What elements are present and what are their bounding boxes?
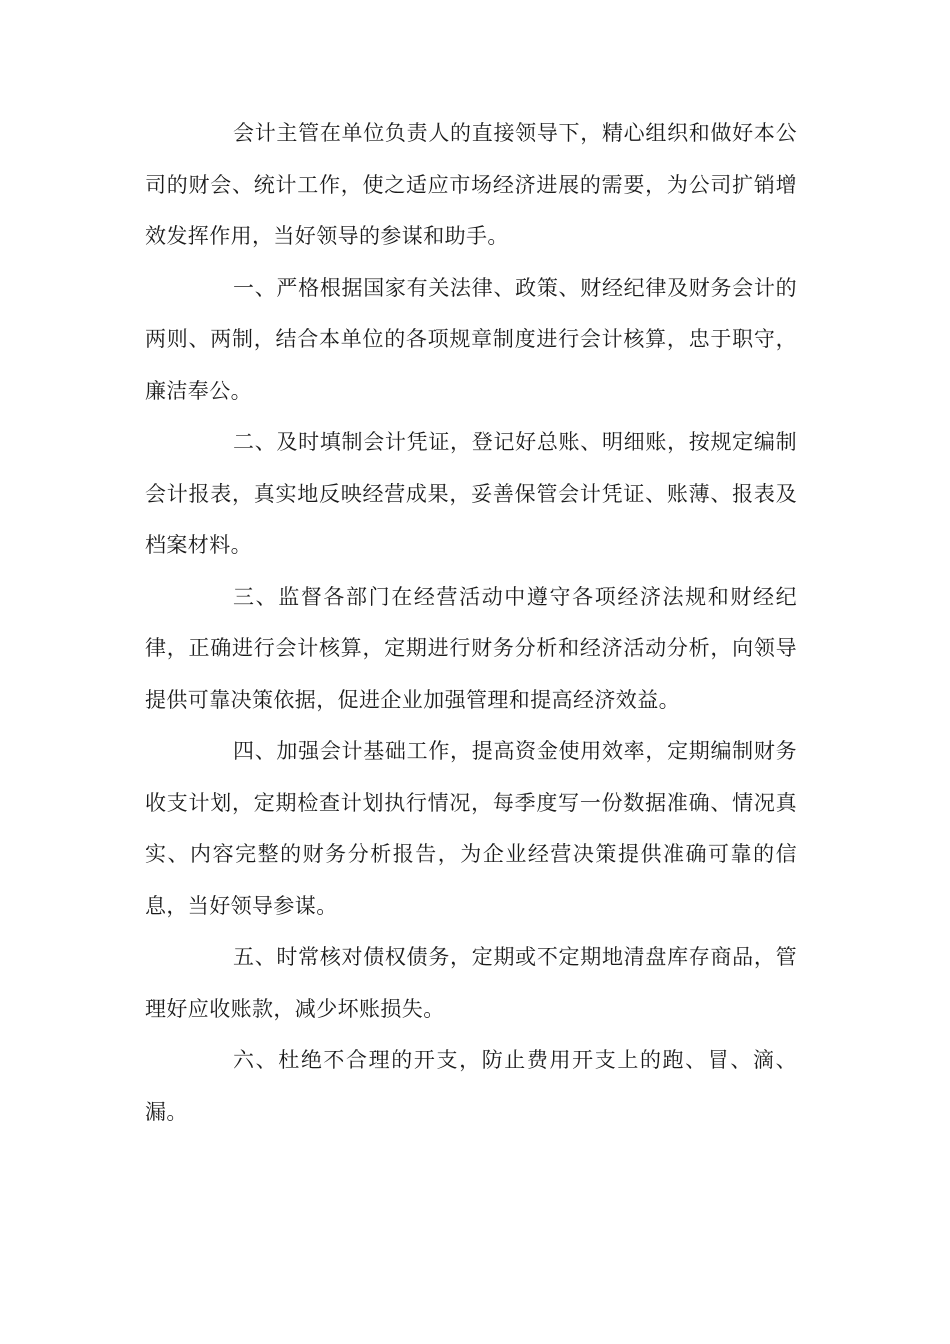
paragraph-item-4: 四、加强会计基础工作，提高资金使用效率，定期编制财务收支计划，定期检查计划执行情况，每季度写一份数据准确、情况真实、内容完整的财务分析报告，为企业经营决策提供准确可靠的信息，当好领导参谋。 bbox=[145, 739, 797, 918]
paragraph-item-6: 六、杜绝不合理的开支，防止费用开支上的跑、冒、滴、漏。 bbox=[145, 1048, 797, 1124]
paragraph-item-5: 五、时常核对债权债务，定期或不定期地清盘库存商品，管理好应收账款，减少坏账损失。 bbox=[145, 945, 797, 1021]
document-body bbox=[145, 108, 797, 1138]
paragraph-intro: 会计主管在单位负责人的直接领导下，精心组织和做好本公司的财会、统计工作，使之适应市场经济进展的需要，为公司扩销增效发挥作用，当好领导的参谋和助手。 bbox=[145, 121, 797, 248]
paragraph-item-2: 二、及时填制会计凭证，登记好总账、明细账，按规定编制会计报表，真实地反映经营成果，妥善保管会计凭证、账薄、报表及档案材料。 bbox=[145, 430, 797, 557]
paragraph-item-3: 三、监督各部门在经营活动中遵守各项经济法规和财经纪律，正确进行会计核算，定期进行财务分析和经济活动分析，向领导提供可靠决策依据，促进企业加强管理和提高经济效益。 bbox=[145, 584, 797, 712]
paragraph-item-1: 一、严格根据国家有关法律、政策、财经纪律及财务会计的两则、两制，结合本单位的各项规章制度进行会计核算，忠于职守，廉洁奉公。 bbox=[145, 275, 797, 403]
